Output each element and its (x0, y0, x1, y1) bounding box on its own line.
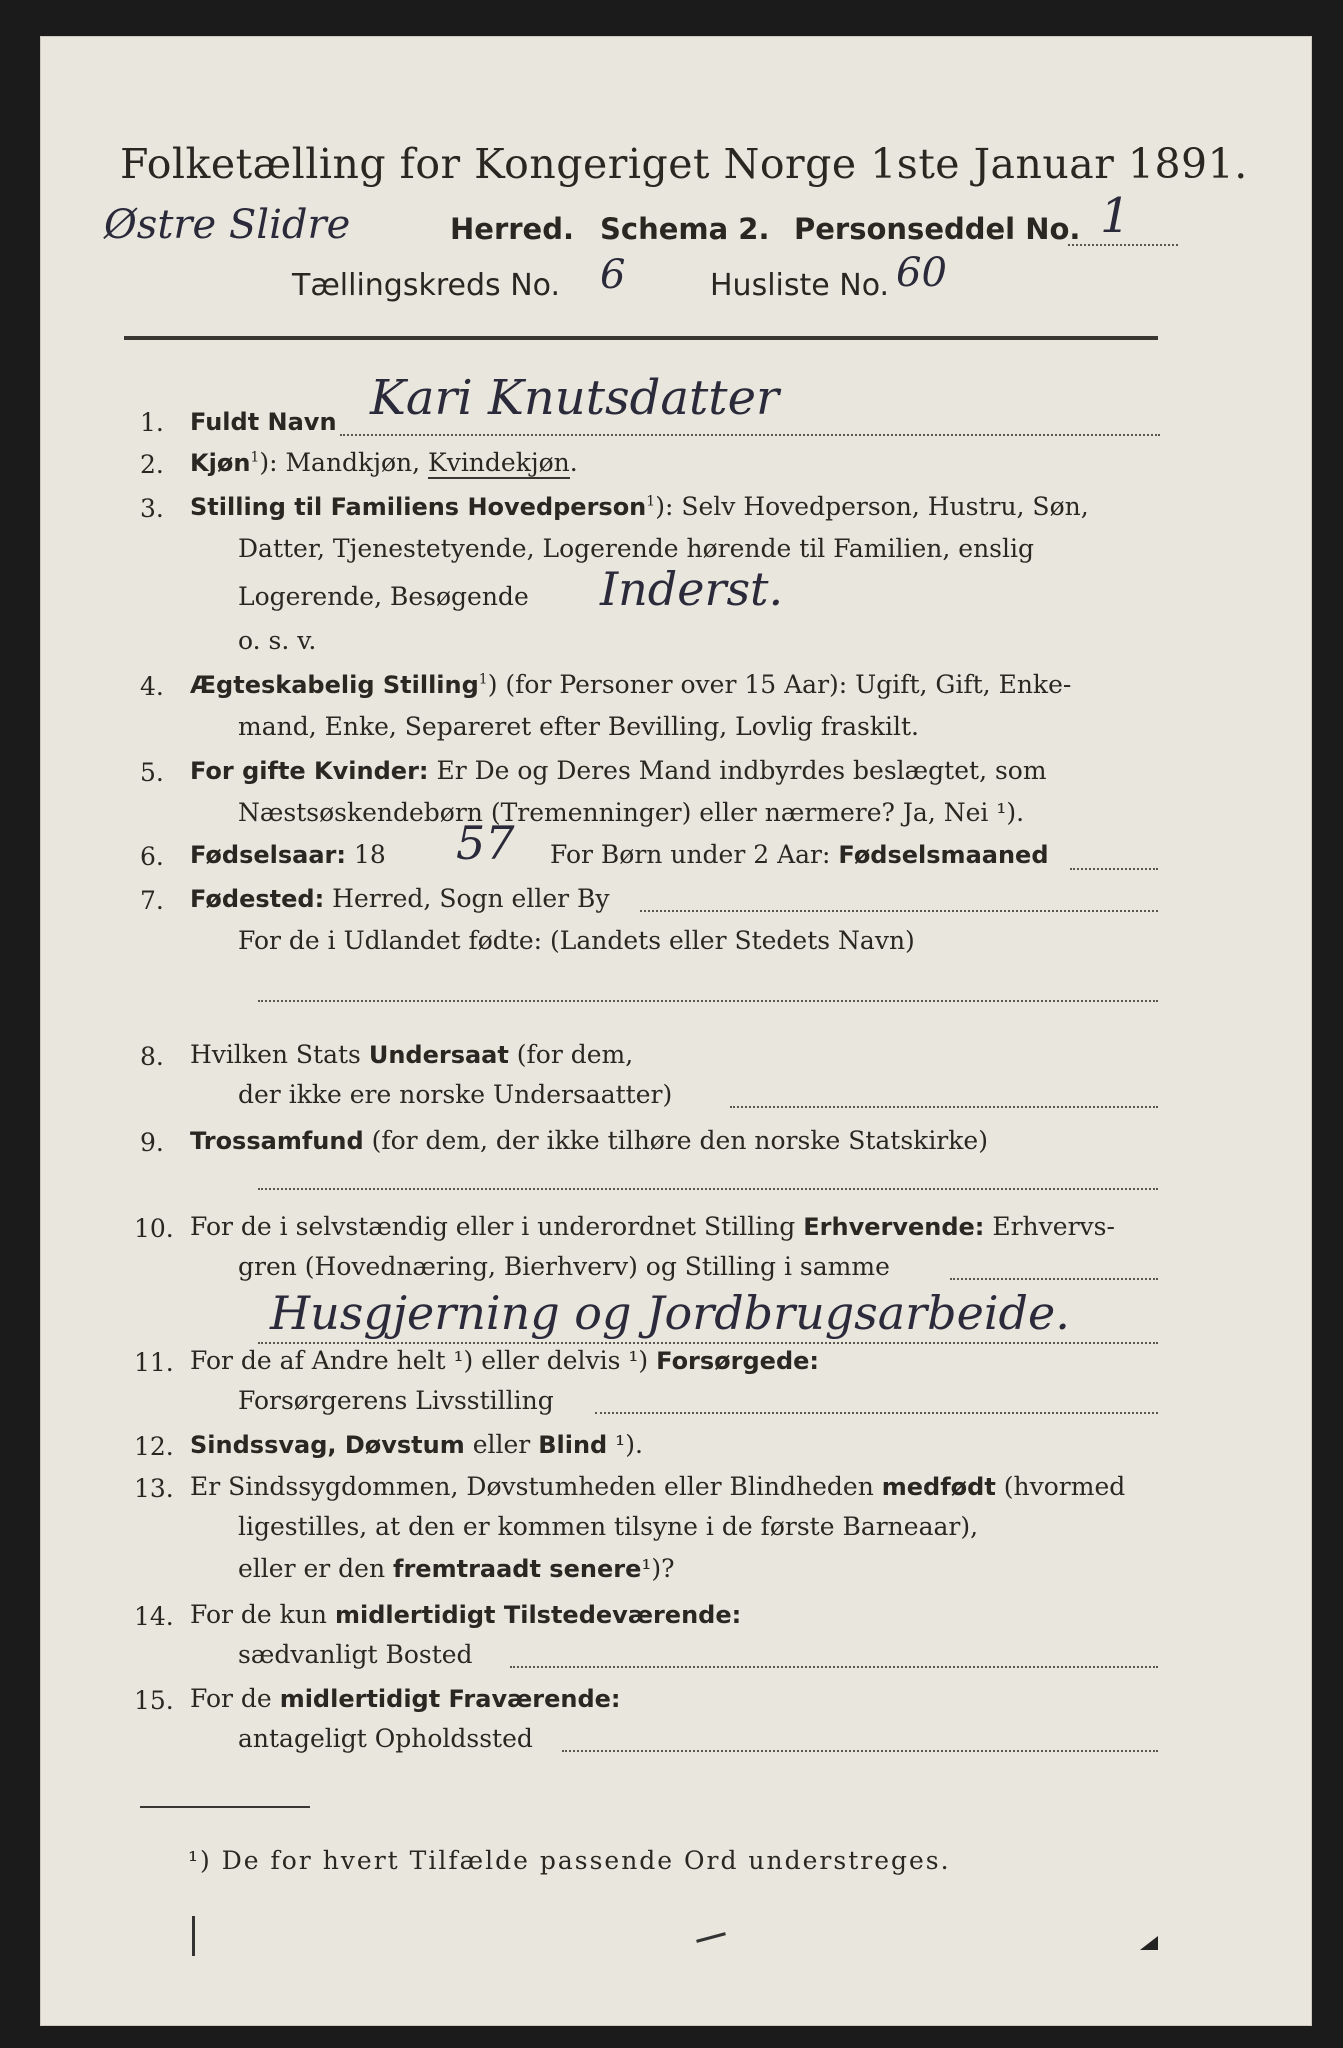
herred-label: Herred. (450, 212, 574, 246)
item-6-label: Fødselsaar: (190, 841, 346, 869)
item-4-label: Ægteskabelig Stilling (190, 671, 479, 699)
item-14-line1-bold: midlertidigt Tilstedeværende: (334, 1601, 742, 1629)
item-2-number: 2. (140, 450, 164, 479)
item-10-number: 10. (134, 1214, 174, 1243)
item-6-rest-bold: Fødselsmaaned (838, 841, 1049, 869)
form-title: Folketælling for Kongeriget Norge 1ste Januar 1891. (120, 140, 1248, 188)
header-rule (124, 336, 1158, 340)
item-13-line1-bold: medfødt (881, 1473, 996, 1501)
item-10-answer-dots (258, 1342, 1158, 1344)
personseddel-number: 1 (1100, 188, 1131, 244)
item-11-line1-bold: Forsørgede: (656, 1347, 820, 1375)
item-13-line1 (190, 1472, 1125, 1501)
item-2-end: . (569, 448, 578, 477)
personseddel-dots (1068, 244, 1178, 246)
item-13-line3-text: eller er den (238, 1554, 386, 1583)
item-7-answer-dots (258, 1000, 1158, 1002)
item-13-number: 13. (134, 1474, 174, 1503)
footnote: ¹) De for hvert Tilfælde passende Ord understreges. (188, 1846, 951, 1875)
item-7-line2: For de i Udlandet fødte: (Landets eller Stedets Navn) (238, 926, 915, 955)
item-13-line3 (238, 1554, 675, 1583)
item-5-line1-rest: Er De og Deres Mand indbyrdes beslægtet, som (436, 756, 1047, 785)
item-3-footnote-mark: 1 (646, 493, 656, 510)
item-4-footnote-mark: 1 (478, 671, 488, 688)
item-8-line1-text: Hvilken Stats (190, 1040, 361, 1069)
item-7-dots (640, 910, 1158, 912)
item-5-line1 (190, 756, 1047, 785)
item-15-dots (562, 1750, 1158, 1752)
item-6-dots (1070, 868, 1158, 870)
item-3-label: Stilling til Familiens Hovedperson (190, 493, 647, 521)
item-12-end: ¹). (615, 1430, 643, 1459)
item-14-line1 (190, 1600, 741, 1629)
kreds-number: 6 (600, 252, 626, 298)
item-9-label: Trossamfund (190, 1127, 364, 1155)
item-8-dots (730, 1106, 1158, 1108)
item-5-label: For gifte Kvinder: (190, 757, 429, 785)
item-11-line2: Forsørgerens Livsstilling (238, 1386, 554, 1415)
item-4-number: 4. (140, 672, 164, 701)
item-14-line1-text: For de kun (190, 1600, 328, 1629)
item-8-line1-rest: (for dem, (516, 1040, 634, 1069)
item-4-line2: mand, Enke, Separeret efter Bevilling, Lovlig fraskilt. (238, 712, 919, 741)
item-13-line1-text: Er Sindssygdommen, Døvstumheden eller Blindheden (190, 1472, 874, 1501)
item-15-line1 (190, 1684, 621, 1713)
husliste-number: 60 (896, 250, 947, 296)
item-5-line2: Næstsøskendebørn (Tremenninger) eller nærmere? Ja, Nei ¹). (238, 798, 1025, 827)
item-2-text (190, 448, 578, 477)
item-10-line1-rest: Erhvervs- (992, 1212, 1115, 1241)
item-8-number: 8. (140, 1042, 164, 1071)
item-9-number: 9. (140, 1128, 164, 1157)
census-form-sheet (40, 36, 1312, 2026)
item-14-line2: sædvanligt Bosted (238, 1640, 473, 1669)
scan-mark-left (192, 1916, 195, 1956)
item-15-number: 15. (134, 1686, 174, 1715)
item-2-selected: Kvindekjøn (428, 448, 570, 477)
item-11-number: 11. (134, 1348, 174, 1377)
item-9-answer-dots (258, 1188, 1158, 1190)
item-11-line1 (190, 1346, 819, 1375)
item-11-dots (595, 1412, 1158, 1414)
item-12-line (190, 1430, 643, 1459)
schema-label: Schema 2. (600, 212, 770, 246)
item-1-dots (340, 434, 1160, 436)
item-10-line2: gren (Hovednæring, Bierhverv) og Stilling i samme (238, 1252, 890, 1281)
item-4-line1-rest: ) (for Personer over 15 Aar): Ugift, Gift, Enke- (487, 670, 1072, 699)
item-12-bold2: Blind (538, 1431, 608, 1459)
item-6-rest: For Børn under 2 Aar: (550, 840, 831, 869)
item-6-year-prefix: 18 (353, 840, 386, 869)
item-10-line1-bold: Erhvervende: (803, 1213, 985, 1241)
item-7-line1 (190, 884, 610, 913)
item-2-rest: ): Mandkjøn, (259, 448, 429, 477)
item-3-line2: Datter, Tjenestetyende, Logerende hørende til Familien, enslig (238, 534, 1035, 563)
item-13-line2: ligestilles, at den er kommen tilsyne i de første Barneaar), (238, 1512, 979, 1541)
footnote-rule (140, 1806, 310, 1808)
item-10-line1 (190, 1212, 1115, 1241)
item-3-line1 (190, 492, 1089, 521)
item-5-number: 5. (140, 758, 164, 787)
item-7-line1-rest: Herred, Sogn eller By (332, 884, 610, 913)
item-7-label: Fødested: (190, 885, 325, 913)
item-13-line1-rest: (hvormed (1003, 1472, 1126, 1501)
item-2-footnote-mark: 1 (250, 449, 260, 466)
item-8-line1-bold: Undersaat (368, 1041, 509, 1069)
item-10-dots (950, 1278, 1158, 1280)
item-7-number: 7. (140, 886, 164, 915)
item-6-year-answer: 57 (456, 816, 515, 870)
item-15-line1-bold: midlertidigt Fraværende: (279, 1685, 621, 1713)
item-15-line2: antageligt Opholdssted (238, 1724, 533, 1753)
item-6-rest-line (550, 840, 1049, 869)
item-3-line3: Logerende, Besøgende (238, 582, 529, 611)
item-10-answer: Husgjerning og Jordbrugsarbeide. (270, 1286, 1070, 1340)
item-8-line2: der ikke ere norske Undersaatter) (238, 1080, 673, 1109)
item-12-bold1: Sindssvag, Døvstum (190, 1431, 465, 1459)
item-1-answer: Kari Knutsdatter (370, 370, 779, 426)
item-11-line1-text: For de af Andre helt ¹) eller delvis ¹) (190, 1346, 649, 1375)
scan-mark-center (696, 1932, 726, 1943)
item-4-line1 (190, 670, 1071, 699)
item-6-line (190, 840, 386, 869)
item-12-number: 12. (134, 1432, 174, 1461)
item-3-line1-rest: ): Selv Hovedperson, Hustru, Søn, (655, 492, 1089, 521)
item-9-line (190, 1126, 988, 1155)
item-3-answer: Inderst. (600, 562, 784, 616)
herred-handwritten: Østre Slidre (104, 202, 351, 248)
personseddel-label: Personseddel No. (794, 212, 1081, 246)
item-13-line3-bold: fremtraadt senere (393, 1555, 642, 1583)
item-1-number: 1. (140, 408, 164, 437)
item-3-line4: o. s. v. (238, 626, 317, 655)
scan-mark-right (1140, 1936, 1158, 1950)
item-8-line1 (190, 1040, 633, 1069)
item-12-mid: eller (472, 1430, 531, 1459)
husliste-label: Husliste No. (710, 268, 890, 303)
item-14-dots (510, 1666, 1158, 1668)
item-2-label: Kjøn (190, 449, 251, 477)
item-10-line1-text: For de i selvstændig eller i underordnet Stilling (190, 1212, 796, 1241)
item-1-label: Fuldt Navn (190, 408, 337, 436)
item-9-rest: (for dem, der ikke tilhøre den norske Statskirke) (371, 1126, 988, 1155)
item-6-number: 6. (140, 842, 164, 871)
item-13-line3-rest: ¹)? (641, 1554, 675, 1583)
item-14-number: 14. (134, 1602, 174, 1631)
kreds-label: Tællingskreds No. (292, 268, 560, 303)
item-15-line1-text: For de (190, 1684, 272, 1713)
item-3-number: 3. (140, 494, 164, 523)
